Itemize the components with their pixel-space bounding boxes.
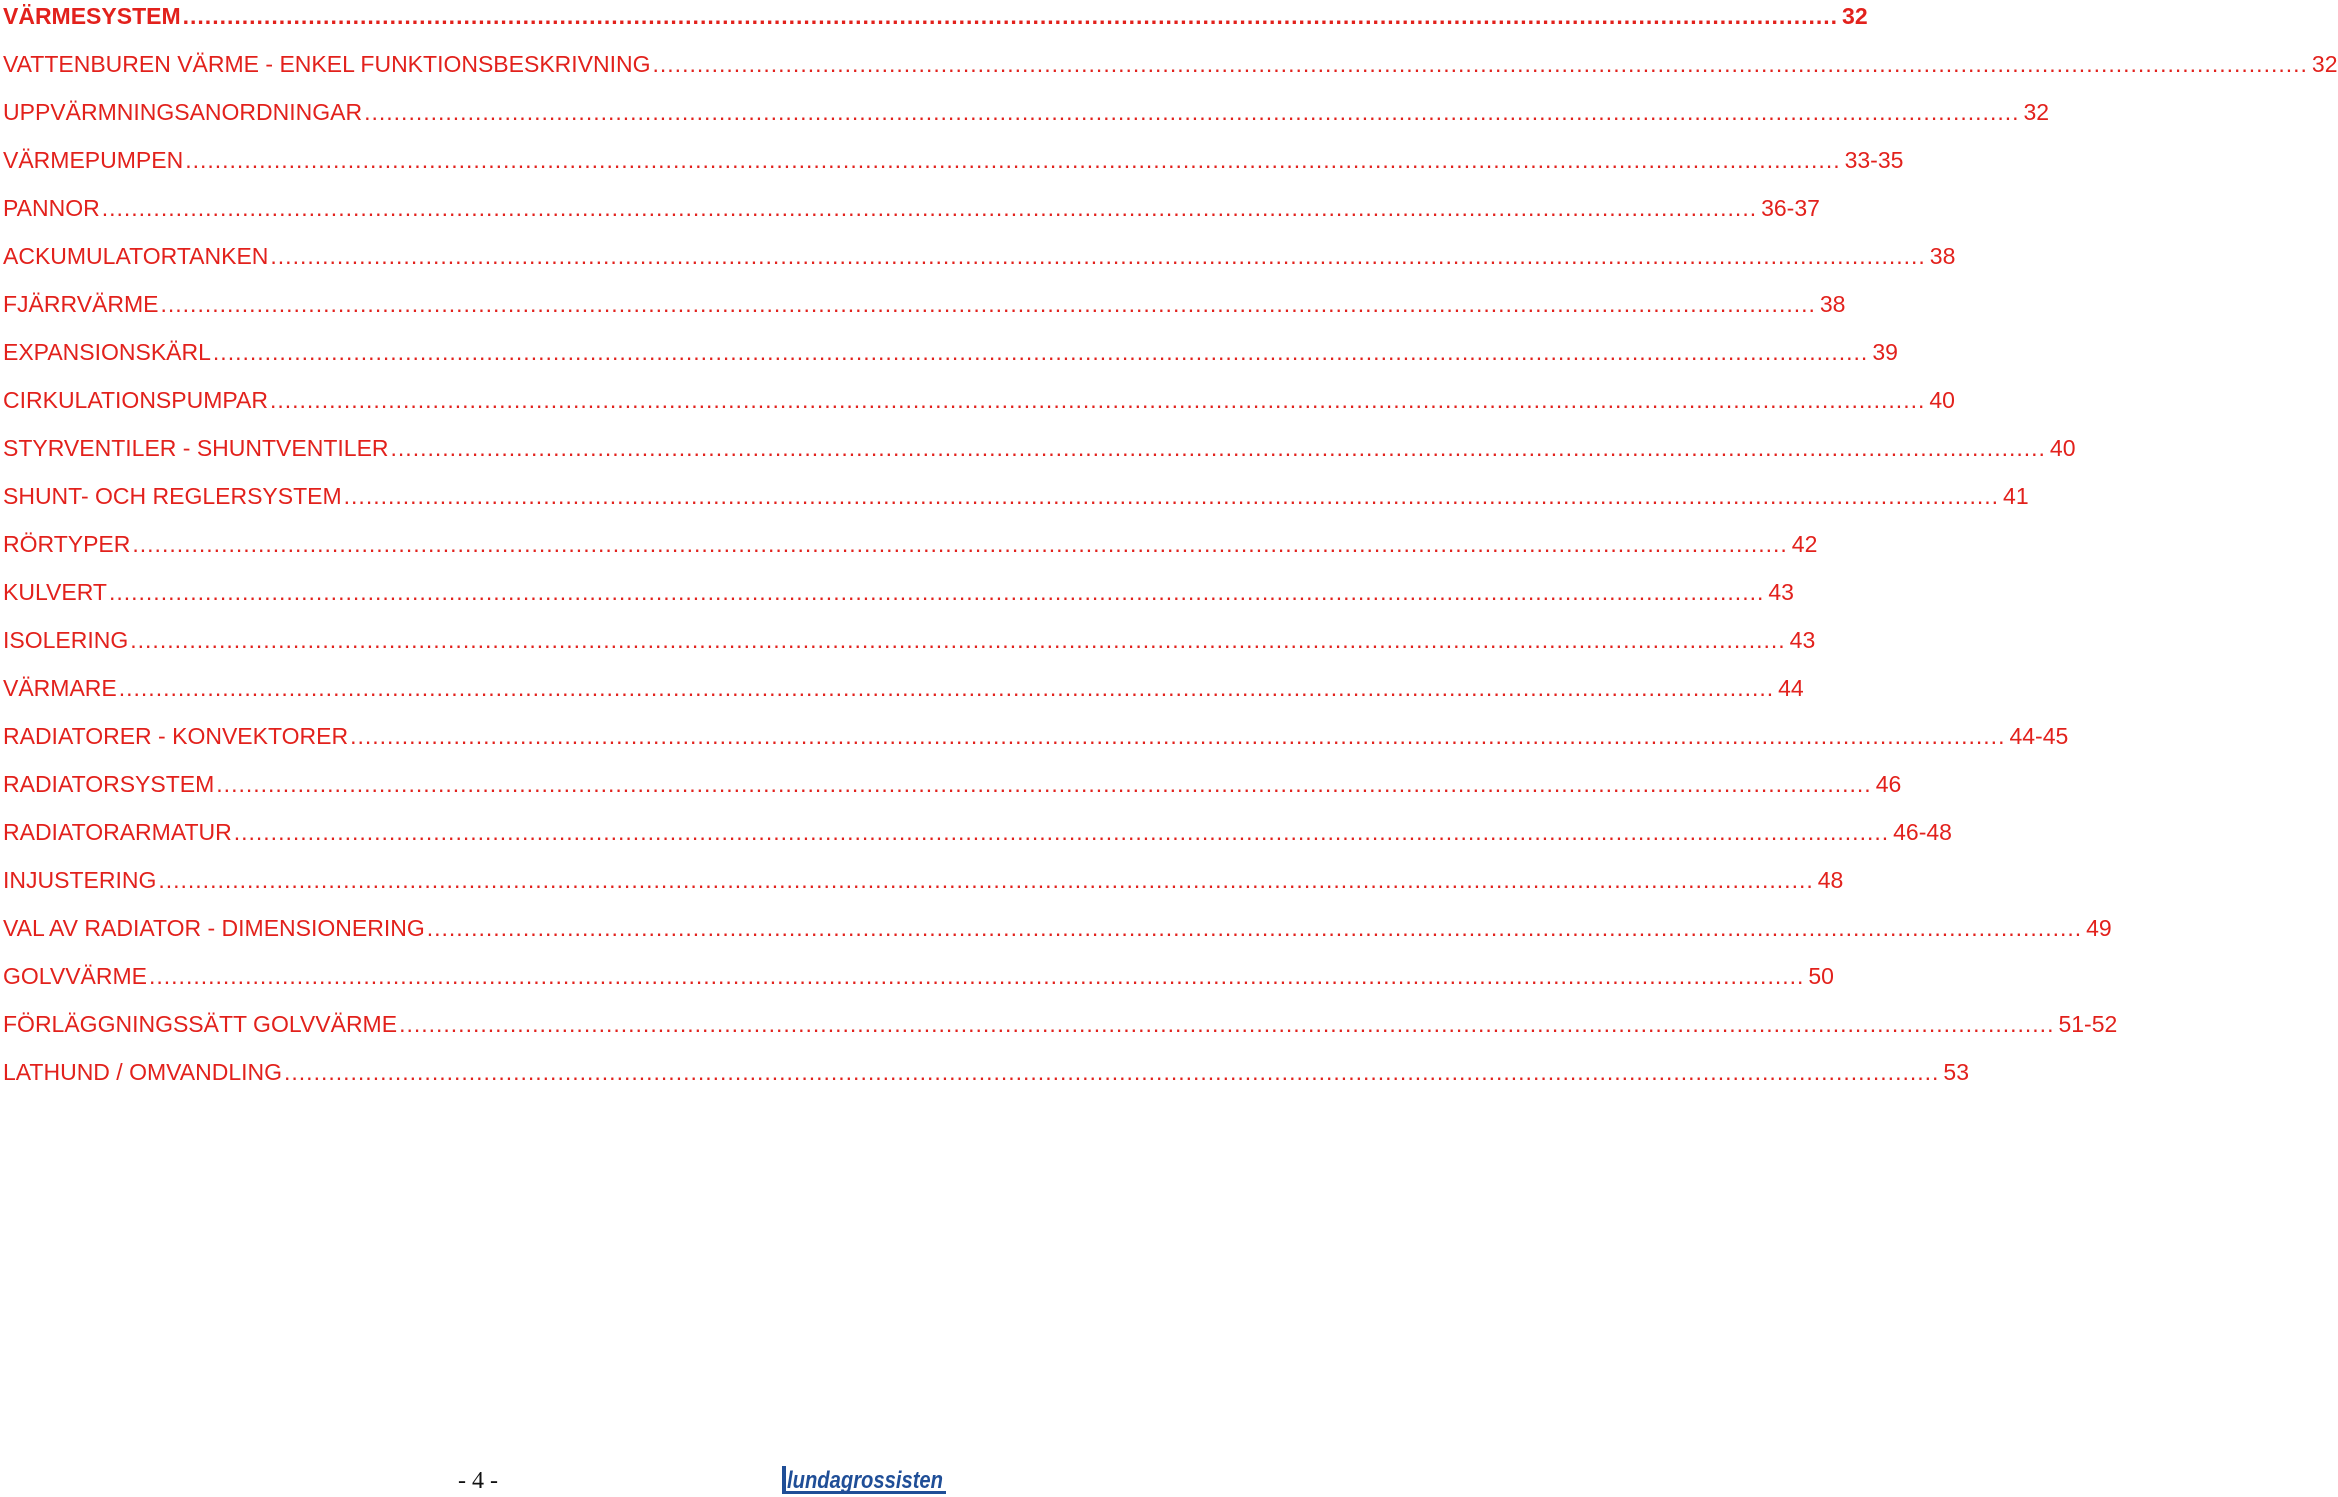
toc-entry-title: VÄRMARE xyxy=(3,675,117,701)
toc-entry xyxy=(3,720,2069,768)
toc-dot-leader xyxy=(344,480,1999,512)
toc-dot-leader xyxy=(284,1056,1939,1088)
toc-dot-leader xyxy=(213,336,1868,368)
toc-entry-title: RADIATORER - KONVEKTORER xyxy=(3,723,349,749)
toc-entry-title: EXPANSIONSKÄRL xyxy=(3,339,211,365)
toc-entry xyxy=(3,576,1794,624)
toc-entry xyxy=(3,432,2076,480)
toc-entry-title: VAL AV RADIATOR - DIMENSIONERING xyxy=(3,915,425,941)
toc-entry xyxy=(3,240,1956,288)
toc-dot-leader xyxy=(270,384,1925,416)
toc-entry-page: 39 xyxy=(1872,339,1898,365)
toc-entry-page: 46 xyxy=(1875,771,1902,797)
brand-logo xyxy=(780,1464,946,1496)
toc-list xyxy=(3,0,2338,1104)
toc-entry-title: RÖRTYPER xyxy=(3,531,131,557)
toc-entry-title: ISOLERING xyxy=(3,627,129,653)
toc-entry-title: FJÄRRVÄRME xyxy=(3,291,159,317)
toc-entry-page: 41 xyxy=(2003,483,2029,509)
toc-dot-leader xyxy=(132,528,1787,560)
toc-entry-title: RADIATORSYSTEM xyxy=(3,771,215,797)
toc-entry xyxy=(3,1056,1969,1104)
table-of-contents xyxy=(3,0,2338,1104)
toc-entry xyxy=(3,192,1820,240)
toc-entry xyxy=(3,96,2050,144)
toc-entry-title: INJUSTERING xyxy=(3,867,157,893)
toc-entry xyxy=(3,528,1818,576)
toc-entry-page: 49 xyxy=(2086,915,2112,941)
toc-dot-leader xyxy=(158,864,1813,896)
toc-entry-page: 44 xyxy=(1778,675,1804,701)
toc-entry-page: 32 xyxy=(2023,99,2050,125)
toc-entry xyxy=(3,1008,2118,1056)
toc-entry xyxy=(3,624,1816,672)
toc-entry xyxy=(3,960,1834,1008)
toc-entry-page: 40 xyxy=(1929,387,1955,413)
toc-entry-page: 38 xyxy=(1929,243,1956,269)
toc-dot-leader xyxy=(399,1008,2054,1040)
toc-entry-page: 32 xyxy=(1842,3,1868,29)
toc-entry-page: 40 xyxy=(2049,435,2076,461)
toc-entry-page: 33-35 xyxy=(1844,147,1904,173)
toc-entry-title: PANNOR xyxy=(3,195,100,221)
toc-entry-title: CIRKULATIONSPUMPAR xyxy=(3,387,268,413)
toc-dot-leader xyxy=(149,960,1804,992)
toc-entry-page: 44-45 xyxy=(2009,723,2069,749)
toc-entry-page: 51-52 xyxy=(2058,1011,2118,1037)
toc-entry xyxy=(3,336,1898,384)
toc-entry xyxy=(3,768,1902,816)
toc-entry xyxy=(3,912,2112,960)
toc-entry-title: VÄRMEPUMPEN xyxy=(3,147,184,173)
toc-entry-page: 43 xyxy=(1768,579,1794,605)
toc-dot-leader xyxy=(119,672,1774,704)
toc-entry-title: STYRVENTILER - SHUNTVENTILER xyxy=(3,435,389,461)
toc-entry-title: RADIATORARMATUR xyxy=(3,819,232,845)
toc-dot-leader xyxy=(183,0,1838,32)
toc-entry-page: 53 xyxy=(1943,1059,1969,1085)
toc-entry-title: VATTENBUREN VÄRME - ENKEL FUNKTIONSBESKRIVNING xyxy=(3,51,651,77)
toc-entry-title: VÄRMESYSTEM xyxy=(3,3,181,29)
toc-entry xyxy=(3,480,2029,528)
toc-dot-leader xyxy=(130,624,1785,656)
toc-dot-leader xyxy=(185,144,1840,176)
toc-entry-title: ACKUMULATORTANKEN xyxy=(3,243,269,269)
toc-entry xyxy=(3,288,1846,336)
toc-dot-leader xyxy=(270,240,1925,272)
toc-entry-page: 36-37 xyxy=(1761,195,1820,221)
toc-dot-leader xyxy=(234,816,1889,848)
toc-entry-title: SHUNT- OCH REGLERSYSTEM xyxy=(3,483,342,509)
toc-dot-leader xyxy=(364,96,2019,128)
toc-entry xyxy=(3,816,1952,864)
toc-entry-page: 48 xyxy=(1817,867,1844,893)
toc-entry-page: 32 xyxy=(2311,51,2338,77)
toc-entry xyxy=(3,0,1868,48)
toc-entry-title: UPPVÄRMNINGSANORDNINGAR xyxy=(3,99,363,125)
toc-entry-page: 38 xyxy=(1819,291,1846,317)
toc-entry xyxy=(3,864,1844,912)
toc-entry xyxy=(3,672,1804,720)
toc-entry-page: 50 xyxy=(1808,963,1834,989)
toc-entry xyxy=(3,48,2338,96)
toc-dot-leader xyxy=(216,768,1871,800)
page-number: - 4 - xyxy=(458,1468,498,1494)
toc-entry-title: KULVERT xyxy=(3,579,107,605)
toc-dot-leader xyxy=(161,288,1816,320)
toc-dot-leader xyxy=(109,576,1764,608)
toc-dot-leader xyxy=(350,720,2005,752)
toc-entry xyxy=(3,144,1904,192)
toc-dot-leader xyxy=(653,48,2308,80)
toc-entry-page: 42 xyxy=(1791,531,1818,557)
toc-entry xyxy=(3,384,1955,432)
toc-dot-leader xyxy=(427,912,2082,944)
toc-dot-leader xyxy=(102,192,1757,224)
toc-entry-title: GOLVVÄRME xyxy=(3,963,147,989)
toc-dot-leader xyxy=(391,432,2046,464)
toc-entry-title: LATHUND / OMVANDLING xyxy=(3,1059,283,1085)
brand-logo-text: lundagrossisten xyxy=(787,1467,943,1494)
toc-entry-page: 46-48 xyxy=(1893,819,1952,845)
toc-entry-title: FÖRLÄGGNINGSSÄTT GOLVVÄRME xyxy=(3,1011,398,1037)
toc-entry-page: 43 xyxy=(1789,627,1816,653)
